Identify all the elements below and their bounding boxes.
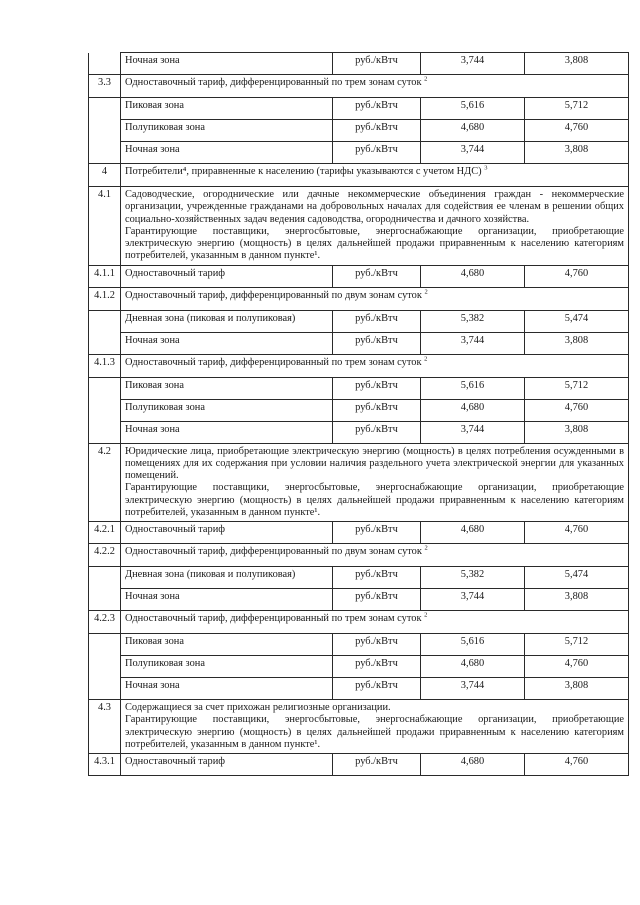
category-description <box>121 443 629 522</box>
tariff-label: Пиковая зона <box>121 98 333 120</box>
unit-cell: руб./кВтч <box>333 332 421 354</box>
value-period-2: 4,760 <box>525 754 629 776</box>
tariff-label: Ночная зона <box>121 332 333 354</box>
tariff-label: Ночная зона <box>121 53 333 75</box>
value-period-2: 4,760 <box>525 522 629 544</box>
row-number <box>89 332 121 354</box>
unit-cell: руб./кВтч <box>333 310 421 332</box>
footnote-mark: 2 <box>424 611 428 619</box>
value-period-1: 3,744 <box>421 332 525 354</box>
row-number <box>89 310 121 332</box>
tariff-label: Ночная зона <box>121 142 333 164</box>
section-title-text: Одноставочный тариф, дифференцированный по двум зонам суток <box>125 289 422 301</box>
unit-cell: руб./кВтч <box>333 265 421 287</box>
section-row <box>89 75 629 98</box>
value-period-2: 3,808 <box>525 678 629 700</box>
tariff-row <box>89 265 629 287</box>
unit-cell: руб./кВтч <box>333 53 421 75</box>
row-number: 4.1.2 <box>89 287 121 310</box>
section-title <box>121 164 629 187</box>
section-title <box>121 544 629 567</box>
description-text: Садоводческие, огороднические или дачные некоммерческие объединения граждан - некоммерческие организации, учрежденные гражданами на добровольных началах для содействия ее членам в решении общих социально-хозяйственных задач ведения садоводства, огородничества и дачного хозяйства. <box>125 189 624 225</box>
description-supplier-text: Гарантирующие поставщики, энергосбытовые, энергоснабжающие организации, приобретающие электрическую энергию (мощность) в целях дальнейшей продажи приравненным к населению категориям потребителей, указанным в данном пункте¹. <box>125 482 624 518</box>
unit-cell: руб./кВтч <box>333 98 421 120</box>
tariff-label: Ночная зона <box>121 589 333 611</box>
tariff-label: Пиковая зона <box>121 377 333 399</box>
footnote-mark: 2 <box>424 288 428 296</box>
description-row <box>89 443 629 522</box>
value-period-2: 4,760 <box>525 265 629 287</box>
tariff-row <box>89 634 629 656</box>
value-period-1: 5,382 <box>421 567 525 589</box>
value-period-1: 5,382 <box>421 310 525 332</box>
section-title-text: Одноставочный тариф, дифференцированный по трем зонам суток <box>125 77 422 88</box>
section-title-text: Одноставочный тариф, дифференцированный по трем зонам суток <box>125 613 422 625</box>
section-row <box>89 287 629 310</box>
value-period-2: 4,760 <box>525 120 629 142</box>
row-number: 4.1.1 <box>89 265 121 287</box>
tariff-label: Ночная зона <box>121 421 333 443</box>
row-number <box>89 656 121 678</box>
unit-cell: руб./кВтч <box>333 589 421 611</box>
unit-cell: руб./кВтч <box>333 522 421 544</box>
unit-cell: руб./кВтч <box>333 678 421 700</box>
tariff-row <box>89 589 629 611</box>
tariff-row <box>89 53 629 75</box>
unit-cell: руб./кВтч <box>333 656 421 678</box>
value-period-1: 4,680 <box>421 522 525 544</box>
unit-cell: руб./кВтч <box>333 754 421 776</box>
value-period-2: 5,474 <box>525 310 629 332</box>
value-period-1: 3,744 <box>421 53 525 75</box>
tariff-table <box>88 52 629 776</box>
row-number: 4.2 <box>89 443 121 522</box>
value-period-2: 4,760 <box>525 399 629 421</box>
unit-cell: руб./кВтч <box>333 421 421 443</box>
tariff-label: Ночная зона <box>121 678 333 700</box>
value-period-1: 4,680 <box>421 120 525 142</box>
value-period-1: 4,680 <box>421 656 525 678</box>
tariff-label: Одноставочный тариф <box>121 754 333 776</box>
value-period-1: 5,616 <box>421 634 525 656</box>
value-period-1: 3,744 <box>421 421 525 443</box>
section-row <box>89 544 629 567</box>
row-number: 3.3 <box>89 75 121 98</box>
value-period-1: 3,744 <box>421 142 525 164</box>
tariff-label: Одноставочный тариф <box>121 522 333 544</box>
footnote-mark: 3 <box>484 164 488 172</box>
section-title-text: Потребители⁴, приравненные к населению (тарифы указываются с учетом НДС) <box>125 166 482 177</box>
tariff-label: Полупиковая зона <box>121 120 333 142</box>
unit-cell: руб./кВтч <box>333 377 421 399</box>
unit-cell: руб./кВтч <box>333 567 421 589</box>
unit-cell: руб./кВтч <box>333 120 421 142</box>
row-number: 4.3 <box>89 700 121 754</box>
tariff-label: Полупиковая зона <box>121 656 333 678</box>
tariff-row <box>89 567 629 589</box>
tariff-row <box>89 377 629 399</box>
row-number <box>89 589 121 611</box>
unit-cell: руб./кВтч <box>333 142 421 164</box>
row-number <box>89 421 121 443</box>
unit-cell: руб./кВтч <box>333 399 421 421</box>
value-period-1: 4,680 <box>421 265 525 287</box>
section-title-text: Одноставочный тариф, дифференцированный по трем зонам суток <box>125 356 422 368</box>
section-title <box>121 354 629 377</box>
section-title <box>121 287 629 310</box>
tariff-row <box>89 754 629 776</box>
row-number <box>89 53 121 75</box>
tariff-row <box>89 399 629 421</box>
row-number <box>89 567 121 589</box>
value-period-1: 3,744 <box>421 678 525 700</box>
row-number: 4.1 <box>89 187 121 266</box>
unit-cell: руб./кВтч <box>333 634 421 656</box>
row-number: 4.2.2 <box>89 544 121 567</box>
footnote-mark: 2 <box>424 544 428 552</box>
footnote-mark: 2 <box>424 355 428 363</box>
category-description <box>121 700 629 754</box>
row-number: 4.2.3 <box>89 611 121 634</box>
value-period-2: 5,712 <box>525 98 629 120</box>
value-period-2: 3,808 <box>525 53 629 75</box>
row-number <box>89 377 121 399</box>
row-number: 4.2.1 <box>89 522 121 544</box>
row-number: 4.3.1 <box>89 754 121 776</box>
section-title-text: Одноставочный тариф, дифференцированный по двум зонам суток <box>125 546 422 558</box>
description-text: Юридические лица, приобретающие электрическую энергию (мощность) в целях потребления осужденными в помещениях для их содержания при условии наличия раздельного учета электрической энергии для указанных помещений. <box>125 445 624 482</box>
tariff-table-body <box>89 53 629 776</box>
section-row <box>89 354 629 377</box>
section-row <box>89 164 629 187</box>
row-number <box>89 678 121 700</box>
tariff-row <box>89 332 629 354</box>
description-row <box>89 187 629 266</box>
row-number <box>89 98 121 120</box>
footnote-mark: 2 <box>424 75 428 83</box>
tariff-row <box>89 656 629 678</box>
value-period-2: 3,808 <box>525 142 629 164</box>
tariff-row <box>89 98 629 120</box>
value-period-2: 5,474 <box>525 567 629 589</box>
description-row <box>89 700 629 754</box>
tariff-row <box>89 310 629 332</box>
tariff-row <box>89 678 629 700</box>
description-supplier-text: Гарантирующие поставщики, энергосбытовые, энергоснабжающие организации, приобретающие электрическую энергию (мощность) в целях дальнейшей продажи приравненным к населению категориям потребителей, указанным в данном пункте¹. <box>125 714 624 750</box>
row-number: 4.1.3 <box>89 354 121 377</box>
value-period-1: 5,616 <box>421 377 525 399</box>
tariff-label: Одноставочный тариф <box>121 265 333 287</box>
row-number: 4 <box>89 164 121 187</box>
value-period-2: 3,808 <box>525 332 629 354</box>
tariff-label: Пиковая зона <box>121 634 333 656</box>
value-period-1: 4,680 <box>421 399 525 421</box>
value-period-1: 3,744 <box>421 589 525 611</box>
value-period-2: 3,808 <box>525 421 629 443</box>
tariff-row <box>89 142 629 164</box>
value-period-2: 5,712 <box>525 377 629 399</box>
tariff-row <box>89 522 629 544</box>
description-text: Содержащиеся за счет прихожан религиозные организации. <box>125 702 391 714</box>
row-number <box>89 634 121 656</box>
section-title <box>121 75 629 98</box>
value-period-1: 4,680 <box>421 754 525 776</box>
description-supplier-text: Гарантирующие поставщики, энергосбытовые, энергоснабжающие организации, приобретающие электрическую энергию (мощность) в целях дальнейшей продажи приравненным к населению категориям потребителей, указанным в данном пункте¹. <box>125 225 624 262</box>
value-period-2: 3,808 <box>525 589 629 611</box>
value-period-1: 5,616 <box>421 98 525 120</box>
section-row <box>89 611 629 634</box>
value-period-2: 4,760 <box>525 656 629 678</box>
tariff-label: Дневная зона (пиковая и полупиковая) <box>121 567 333 589</box>
row-number <box>89 120 121 142</box>
tariff-label: Дневная зона (пиковая и полупиковая) <box>121 310 333 332</box>
row-number <box>89 142 121 164</box>
row-number <box>89 399 121 421</box>
tariff-label: Полупиковая зона <box>121 399 333 421</box>
tariff-row <box>89 120 629 142</box>
category-description <box>121 187 629 266</box>
tariff-row <box>89 421 629 443</box>
value-period-2: 5,712 <box>525 634 629 656</box>
section-title <box>121 611 629 634</box>
